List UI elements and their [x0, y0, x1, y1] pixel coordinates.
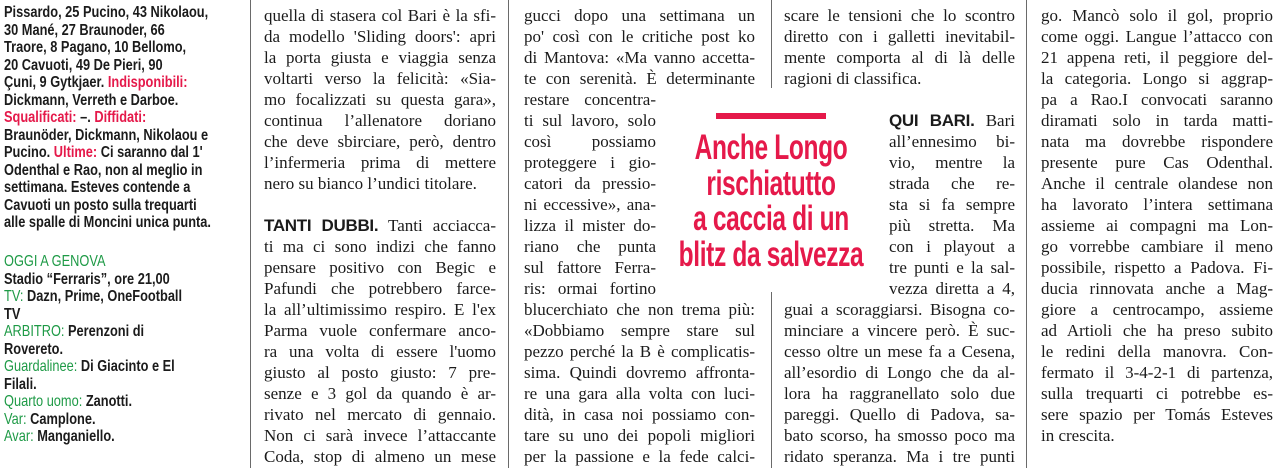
info-label: ARBITRO:: [4, 323, 69, 340]
info-line: [4, 358, 238, 376]
text-line: ris: ormai fortino: [524, 278, 656, 298]
text-line: pezzo perché la B è complicatis-: [524, 341, 755, 361]
text-line: giusto al posto giusto: 7 pre-: [264, 362, 496, 382]
text-line: ad Artioli che ha preso subito: [1041, 320, 1273, 340]
info-value: Braunöder, Dickmann, Nikolaou e: [4, 126, 209, 144]
info-value: Stadio “Ferraris”, ore 21,00: [4, 270, 170, 288]
info-label: Avar:: [4, 428, 38, 445]
text-line: blucerchiato che non trema più:: [524, 299, 755, 319]
info-line: [4, 271, 238, 289]
text-line: go. Mancò solo il gol, proprio: [1041, 5, 1273, 25]
text-line: presente pure Cas Odenthal.: [1041, 152, 1273, 172]
text-line: [889, 110, 1015, 131]
text-line: l’infermeria prima di mettere: [264, 152, 496, 172]
info-value: Zanotti.: [85, 393, 133, 410]
headline-line: blitz da salvezza: [678, 234, 864, 274]
info-line: [4, 428, 238, 446]
text-line: più stretta. Ma: [889, 215, 1015, 235]
info-value: Dickmann, Verreth e Darboe.: [4, 91, 179, 109]
text-line: po' così con le critiche post ko: [524, 26, 755, 46]
text-line: guai a scoraggiarsi. Bisogna co-: [784, 299, 1015, 319]
text-line: pensare positivo con Begic e: [264, 257, 496, 277]
info-label: Ultime:: [53, 144, 98, 161]
text-line: [264, 215, 496, 236]
text-line: possibile, rispetto a Padova. Fi-: [1041, 257, 1273, 277]
info-line: [4, 92, 238, 110]
article-column-3-top: [524, 5, 755, 89]
text-line: tare su uno dei popoli migliori: [524, 425, 755, 445]
column-rule: [771, 0, 772, 88]
text-line: sulla trequarti ci potrebbe es-: [1041, 383, 1273, 403]
text-line: scare le tensioni che lo scontro: [784, 5, 1015, 25]
info-value: –.: [80, 109, 95, 126]
info-line: [4, 39, 238, 57]
info-label: Indisponibili:: [107, 74, 188, 91]
column-rule: [771, 292, 772, 468]
text-line: quella di stasera col Bari è la sfi-: [264, 5, 496, 25]
info-label: Var:: [4, 410, 31, 428]
info-line: [4, 109, 238, 127]
text-line: restare concentra-: [524, 89, 656, 109]
text-line: ragioni di classifica.: [784, 68, 922, 88]
info-line: [4, 393, 238, 411]
info-value: Pucino.: [4, 144, 54, 161]
text-line: ducia rinnovata anche a Mag-: [1041, 278, 1273, 298]
text-line: mente comporta al di là delle: [784, 47, 1015, 67]
text-line: Pafundi che potrebbero farce-: [264, 278, 496, 298]
info-label: TV:: [4, 288, 27, 305]
info-label: OGGI A GENOVA: [4, 253, 106, 270]
text-line: Non ci sarà invece l’attaccante: [264, 425, 496, 445]
text-line: dità, in casa noi possiamo con-: [524, 404, 755, 424]
headline-accent-bar: [716, 113, 826, 119]
text-line: Parma vuole confermare anco-: [264, 320, 496, 340]
text-line: ridato speranza. Ma i tre punti: [784, 446, 1015, 466]
text-line: la all’ultimissimo respiro. E l'ex: [264, 299, 496, 319]
text-line: voltarti verso la felicità: «Sia-: [264, 68, 496, 88]
info-line: [4, 214, 238, 232]
article-column-2: [264, 5, 496, 467]
info-line: [4, 179, 238, 197]
text-line: di Mantova: «Ma vanno accetta-: [524, 47, 755, 67]
text-line: ha lavorato l’intera settimana: [1041, 194, 1273, 214]
text-line: da modello 'Sliding doors': apri: [264, 26, 496, 46]
column-rule: [508, 0, 509, 468]
text-line: vezza diretta a 4,: [889, 278, 1015, 298]
text-line: con i playout a: [889, 236, 1015, 256]
text-segment: Bari: [974, 110, 1015, 130]
info-value: 20 Cavuoti, 49 De Pieri, 90: [4, 56, 163, 74]
text-line: riano che punta: [524, 236, 656, 256]
text-line: te con serenità. È determinante: [524, 68, 755, 88]
info-line: [4, 57, 238, 75]
text-line: ti ma ci sono indizi che fanno: [264, 236, 496, 256]
info-line: [4, 323, 238, 341]
info-line: [4, 341, 238, 359]
info-value: Ci saranno dal 1': [97, 144, 203, 161]
info-line: [4, 253, 238, 271]
paragraph-gap: [264, 194, 496, 215]
info-value: Traore, 8 Pagano, 10 Bellomo,: [4, 39, 187, 56]
info-value: Dazn, Prime, OneFootball: [27, 288, 183, 305]
section-runin-heading: QUI BARI.: [889, 110, 975, 130]
article-column-3-bottom: [524, 299, 755, 467]
article-column-5: [1041, 5, 1273, 446]
info-value: Perenzoni di: [68, 323, 145, 340]
info-line: [4, 22, 238, 40]
text-line: gucci dopo una settimana un: [524, 5, 755, 25]
text-line: in crescita.: [1041, 425, 1115, 445]
info-value: TV: [4, 305, 21, 323]
text-line: rivato nel mercato di gennaio.: [264, 404, 496, 424]
text-line: all’esordio di Longo che da al-: [784, 362, 1015, 382]
text-line: tre punti e la sal-: [889, 257, 1015, 277]
text-line: all’ennesimo bi-: [889, 131, 1015, 151]
column-rule: [250, 0, 251, 468]
text-line: assieme ai compagni ma Lon-: [1041, 215, 1273, 235]
info-value: settimana. Esteves contende a: [4, 179, 191, 196]
headline-line: rischiatutto: [706, 163, 836, 203]
text-segment: Tanti acciacca-: [378, 215, 496, 235]
section-runin-heading: TANTI DUBBI.: [264, 215, 379, 235]
text-line: nero su bianco l’undici titolare.: [264, 173, 477, 193]
info-value: Di Giacinto e El: [80, 358, 175, 375]
info-label: Squalificati:: [4, 109, 81, 126]
text-line: ni eccessive», ana-: [524, 194, 656, 214]
text-line: proteggere i gio-: [524, 152, 656, 172]
match-info-box: [4, 253, 238, 446]
info-label: Guardalinee:: [4, 358, 81, 375]
text-line: vio, mentre la: [889, 152, 1015, 172]
article-column-4-top: [784, 5, 1015, 89]
text-line: pareggi. Quello di Padova, sa-: [784, 404, 1015, 424]
text-line: sima. Quindi dovremo affronta-: [524, 362, 755, 382]
text-line: diramati solo in tarda matti-: [1041, 110, 1273, 130]
info-line: [4, 127, 238, 145]
text-line: la porta giusta e viaggia senza: [264, 47, 496, 67]
text-line: la categoria. Longo si aggrap-: [1041, 68, 1273, 88]
text-line: catori da pressio-: [524, 173, 656, 193]
text-line: senze e 3 gol da quando è ar-: [264, 383, 496, 403]
text-line: continua l’allenatore doriano: [264, 110, 496, 130]
info-value: Cavuoti un posto sulla trequarti: [4, 196, 197, 214]
info-value: Pissardo, 25 Pucino, 43 Nikolaou,: [4, 4, 209, 21]
article-column-4-bottom: [784, 299, 1015, 467]
info-line: [4, 4, 238, 22]
info-line: [4, 306, 238, 324]
text-line: sere spazio per Tomás Esteves: [1041, 404, 1273, 424]
info-label: Diffidati:: [94, 109, 147, 126]
text-line: «Dobbiamo sempre stare sul: [524, 320, 755, 340]
info-line: [4, 144, 238, 162]
text-line: lizza il mister do-: [524, 215, 656, 235]
column-rule: [1026, 0, 1027, 468]
info-line: [4, 74, 238, 92]
info-value: Manganiello.: [37, 428, 115, 445]
info-line: [4, 376, 238, 394]
text-line: Coda, stop di almeno un mese: [264, 446, 496, 466]
info-value: Çuni, 9 Gytkjaer.: [4, 74, 108, 91]
text-line: come oggi. Langue l’attacco con: [1041, 26, 1273, 46]
info-label: Quarto uomo:: [4, 393, 86, 410]
text-line: le redini della manovra. Con-: [1041, 341, 1273, 361]
text-line: mo focalizzati su questa gara»,: [264, 89, 496, 109]
info-value: Rovereto.: [4, 340, 64, 358]
text-line: sul fattore Ferra-: [524, 257, 656, 277]
info-value: Camplone.: [30, 410, 96, 428]
text-line: bato scorso, ha smosso poco ma: [784, 425, 1015, 445]
text-line: giore a centrocampo, assieme: [1041, 299, 1273, 319]
headline: [660, 130, 883, 272]
text-line: sta si fa sempre: [889, 194, 1015, 214]
text-line: minciare a vincere però. È suc-: [784, 320, 1015, 340]
text-line: cesso oltre un mese fa a Cesena,: [784, 341, 1015, 361]
lineup-box: [4, 4, 238, 232]
text-line: per la passione e la fede calci-: [524, 446, 755, 466]
info-line: [4, 197, 238, 215]
text-line: fermato il 3-4-2-1 di partenza,: [1041, 362, 1273, 382]
headline-line: Anche Longo: [694, 128, 848, 167]
text-line: lora ha raggranellato solo due: [784, 383, 1015, 403]
text-line: diretto con i galletti inevitabil-: [784, 26, 1015, 46]
info-value: Filali.: [4, 375, 37, 393]
info-value: 30 Mané, 27 Braunoder, 66: [4, 21, 165, 39]
text-line: re una gara alla volta con luci-: [524, 383, 755, 403]
text-line: strada che re-: [889, 173, 1015, 193]
text-line: ti sul lavoro, solo: [524, 110, 656, 130]
headline-line: a caccia di un: [693, 199, 849, 238]
text-line: nata ma dovrebbe rispondere: [1041, 131, 1273, 151]
text-line: 21 appena reti, il peggiore del-: [1041, 47, 1273, 67]
text-line: che deve sbirciare, però, dentro: [264, 131, 496, 151]
text-line: Anche il centrale olandese non: [1041, 173, 1273, 193]
text-line: così possiamo: [524, 131, 656, 151]
info-line: [4, 288, 238, 306]
text-line: pa a Rao.I convocati saranno: [1041, 89, 1273, 109]
info-line: [4, 411, 238, 429]
info-value: alle spalle di Moncini unica punta.: [4, 214, 211, 231]
text-line: go vorrebbe cambiare il meno: [1041, 236, 1273, 256]
article-column-4-narrow: [889, 110, 1015, 299]
info-value: Odenthal e Rao, non al meglio in: [4, 161, 203, 179]
info-line: [4, 162, 238, 180]
text-line: ra una volta di essere l'uomo: [264, 341, 496, 361]
article-column-3-narrow: [524, 89, 656, 299]
